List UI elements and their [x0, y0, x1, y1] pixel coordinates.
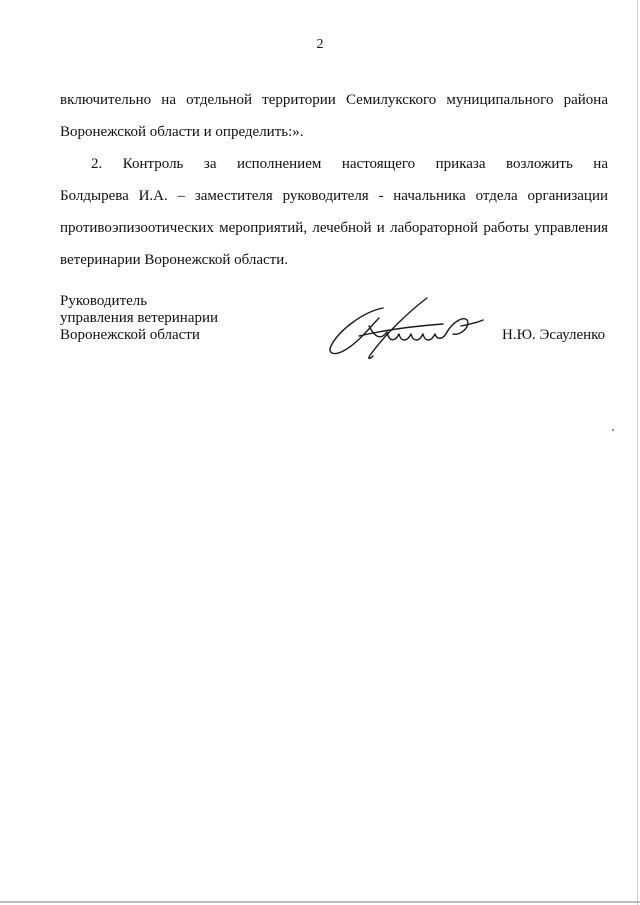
body-line: включительно на отдельной территории Семилукского муниципального района	[60, 92, 608, 108]
body-text	[60, 84, 608, 276]
scan-edge-right	[637, 0, 638, 905]
signatory-position	[60, 293, 218, 344]
position-line: Руководитель	[60, 293, 148, 309]
body-line: Болдырева И.А. – заместителя руководителя - начальника отдела организации	[60, 188, 608, 204]
scan-edge-bottom	[0, 901, 640, 903]
body-line: Воронежской области и определить:».	[60, 124, 304, 140]
body-line: ветеринарии Воронежской области.	[60, 252, 289, 268]
position-line: управления ветеринарии	[60, 310, 219, 326]
position-line: Воронежской области	[60, 327, 200, 343]
body-line: 2. Контроль за исполнением настоящего приказа возложить на	[91, 156, 608, 172]
page-number: 2	[316, 37, 324, 52]
scan-artifact	[612, 429, 614, 431]
body-line: противоэпизоотических мероприятий, лечебной и лабораторной работы управления	[60, 220, 608, 236]
handwritten-signature	[325, 296, 487, 362]
signatory-name: Н.Ю. Эсауленко	[502, 327, 606, 343]
